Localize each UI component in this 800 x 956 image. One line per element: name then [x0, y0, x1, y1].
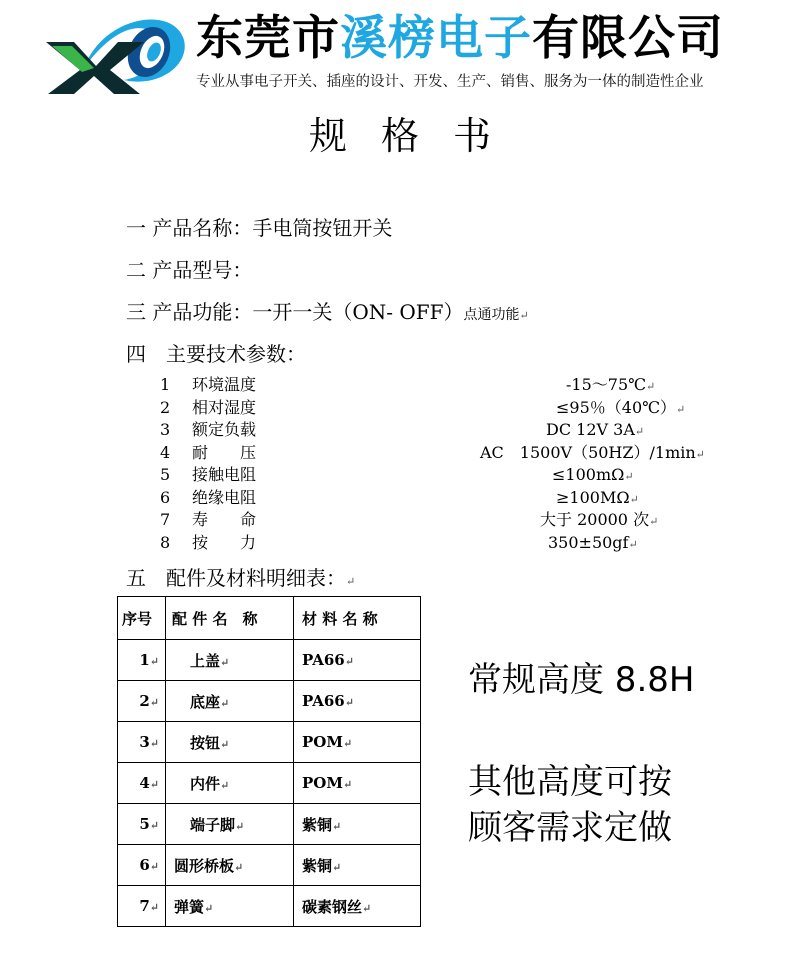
spec-name: 按 力: [192, 532, 257, 552]
note-custom-line2: 顾客需求定做: [468, 808, 672, 848]
spec-number: 3: [160, 420, 171, 439]
row-material: PA66↵: [294, 640, 421, 681]
document-title: 规格书: [308, 114, 525, 158]
spec-row: [160, 374, 720, 396]
table-row: [118, 804, 421, 845]
spec-value: 350±50gf↵: [548, 532, 638, 552]
spec-value: DC 12V 3A↵: [546, 420, 645, 439]
table-row: [118, 722, 421, 763]
header-part: 配 件 名 称: [166, 597, 294, 640]
spec-value: -15～75℃↵: [566, 375, 656, 394]
row-part-name: 按钮↵: [166, 722, 294, 763]
spec-name: 相对湿度: [192, 397, 257, 417]
company-tagline: 专业从事电子开关、插座的设计、开发、生产、销售、服务为一体的制造性企业: [196, 74, 704, 90]
table-row: [118, 845, 421, 886]
row-index: 3↵: [118, 722, 166, 763]
row-part-name: 圆形桥板↵: [166, 845, 294, 886]
spec-name: 额定负载: [192, 420, 257, 439]
spec-value: AC 1500V（50HZ）/1min↵: [480, 442, 705, 462]
spec-value: ≤95％（40℃）↵: [556, 397, 686, 417]
section-parts-materials: 五 配件及材料明细表：↵: [126, 566, 356, 590]
company-logo-icon: [44, 10, 194, 94]
spec-value: ≤100mΩ↵: [552, 465, 634, 484]
company-name: 东莞市溪榜电子有限公司: [196, 11, 724, 66]
table-row: [118, 763, 421, 804]
note-standard-height: 常规高度 8.8H: [468, 660, 695, 700]
row-index: 2↵: [118, 681, 166, 722]
spec-row: [160, 397, 720, 419]
table-row: [118, 681, 421, 722]
row-material: 紫铜↵: [294, 804, 421, 845]
row-index: 1↵: [118, 640, 166, 681]
section-product-model: 二 产品型号：: [126, 258, 253, 282]
spec-row: [160, 442, 720, 464]
spec-value: 大于 20000 次↵: [540, 510, 659, 529]
section-product-name: 一 产品名称：手电筒按钮开关: [126, 216, 393, 240]
spec-value: ≥100MΩ↵: [556, 487, 639, 507]
row-material: POM↵: [294, 763, 421, 804]
table-row: [118, 640, 421, 681]
spec-name: 接触电阻: [192, 465, 257, 484]
header-material: 材 料 名 称: [294, 597, 421, 640]
spec-name: 环境温度: [192, 375, 257, 394]
spec-number: 8: [160, 532, 171, 552]
row-material: PA66↵: [294, 681, 421, 722]
row-material: 碳素钢丝↵: [294, 886, 421, 927]
table-header-row: [118, 597, 421, 640]
spec-name: 绝缘电阻: [192, 487, 257, 507]
row-index: 5↵: [118, 804, 166, 845]
spec-row: [160, 487, 720, 509]
spec-name: 耐 压: [192, 442, 257, 462]
row-part-name: 上盖↵: [166, 640, 294, 681]
spec-number: 5: [160, 465, 171, 484]
row-index: 7↵: [118, 886, 166, 927]
table-row: [118, 886, 421, 927]
section-tech-params: 四 主要技术参数：: [126, 342, 306, 366]
spec-row: [160, 464, 720, 486]
row-material: 紫铜↵: [294, 845, 421, 886]
row-part-name: 弹簧↵: [166, 886, 294, 927]
spec-row: [160, 509, 720, 531]
spec-number: 4: [160, 442, 171, 462]
header-index: 序号: [118, 597, 166, 640]
note-custom-line1: 其他高度可按: [468, 762, 672, 802]
spec-name: 寿 命: [192, 510, 257, 529]
spec-number: 6: [160, 487, 171, 507]
row-part-name: 内件↵: [166, 763, 294, 804]
spec-number: 2: [160, 397, 171, 417]
parts-table: [117, 596, 421, 927]
section-product-function: 三 产品功能：一开一关（ON- OFF）点通功能↵: [126, 300, 529, 324]
row-index: 4↵: [118, 763, 166, 804]
row-part-name: 底座↵: [166, 681, 294, 722]
table-body: [118, 640, 421, 927]
spec-row: [160, 532, 720, 554]
row-part-name: 端子脚↵: [166, 804, 294, 845]
spec-number: 1: [160, 375, 171, 394]
row-index: 6↵: [118, 845, 166, 886]
spec-number: 7: [160, 510, 171, 529]
spec-row: [160, 419, 720, 441]
row-material: POM↵: [294, 722, 421, 763]
